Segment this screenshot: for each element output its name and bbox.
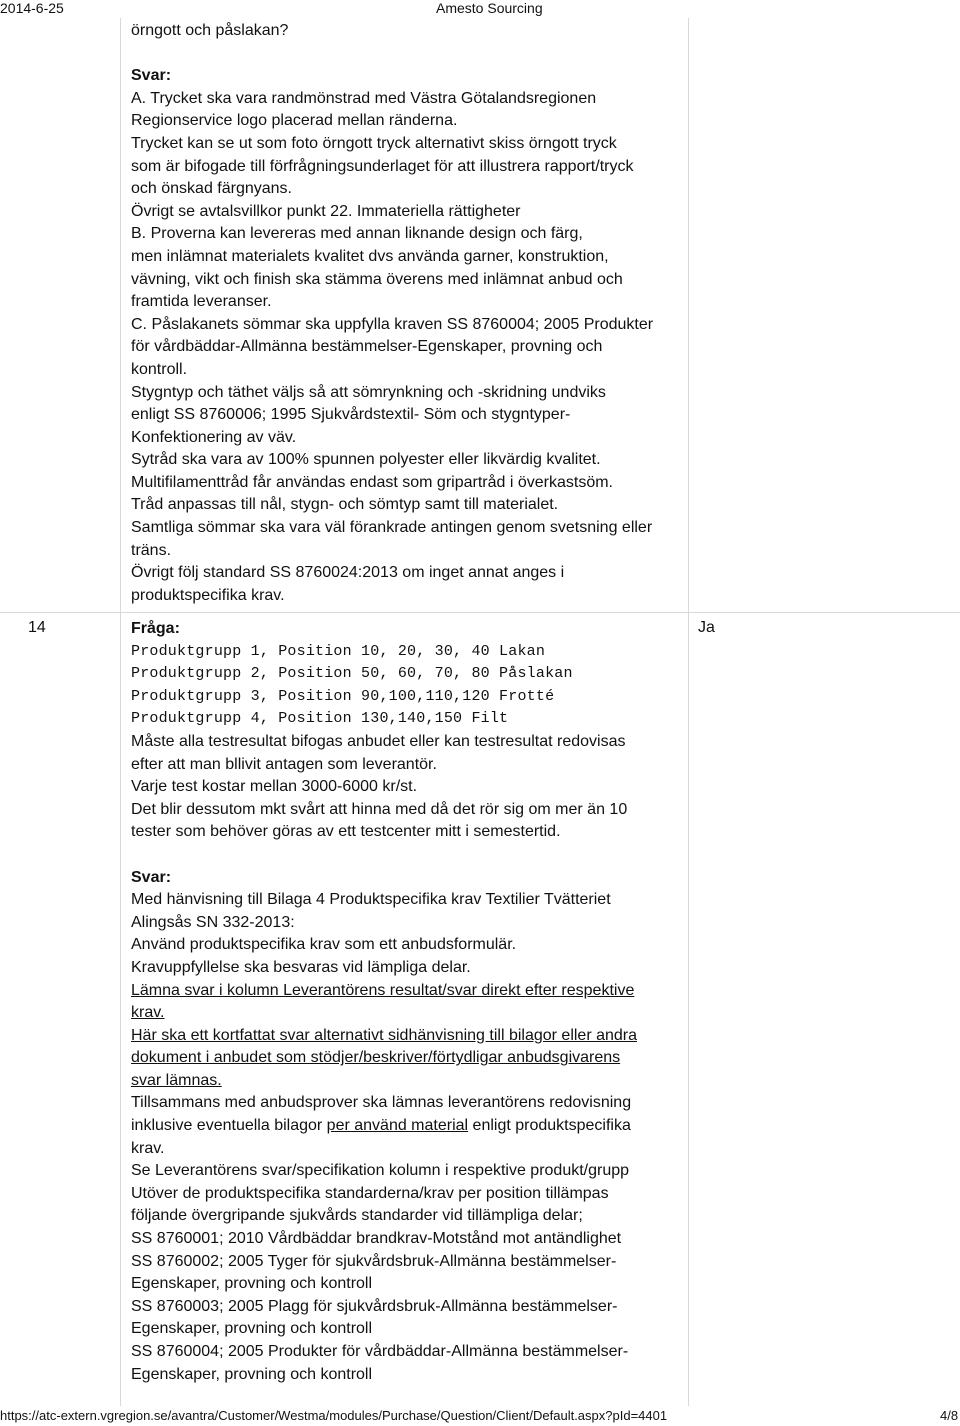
previous-answer-block	[131, 20, 687, 607]
underlined-answer-line[interactable]: dokument i anbudet som stödjer/beskriver/förtydligar anbudsgivarens	[131, 1049, 621, 1067]
svar-label-2: Svar:	[131, 868, 172, 886]
tillsammans-text: inklusive eventuella bilagor	[131, 1117, 327, 1135]
answer-line: Regionservice logo placerad mellan ränderna.	[131, 112, 458, 130]
answer-line: Använd produktspecifika krav som ett anbudsformulär.	[131, 936, 517, 954]
answer-text-part1	[131, 889, 687, 979]
standard-line: SS 8760002; 2005 Tyger för sjukvårdsbruk-Allmänna bestämmelser-	[131, 1252, 617, 1270]
tillsammans-line2	[131, 1115, 687, 1138]
product-group-line: Produktgrupp 1, Position 10, 20, 30, 40 Lakan	[131, 642, 546, 660]
answer-line: för vårdbäddar-Allmänna bestämmelser-Egenskaper, provning och	[131, 338, 603, 356]
product-group-line: Produktgrupp 3, Position 90,100,110,120 Frotté	[131, 687, 555, 705]
standard-line: SS 8760001; 2010 Vårdbäddar brandkrav-Motstånd mot antändlighet	[131, 1230, 622, 1248]
tillsammans-line3: krav.	[131, 1139, 165, 1157]
answer-line: kontroll.	[131, 360, 188, 378]
answer-line: men inlämnat materialets kvalitet dvs använda garner, konstruktion,	[131, 247, 609, 265]
answer-line: Övrigt följ standard SS 8760024:2013 om inget annat anges i	[131, 564, 565, 582]
answer-line: C. Påslakanets sömmar ska uppfylla kraven SS 8760004; 2005 Produkter	[131, 315, 654, 333]
question-line: Varje test kostar mellan 3000-6000 kr/st.	[131, 778, 418, 796]
question-line: Det blir dessutom mkt svårt att hinna med då det rör sig om mer än 10	[131, 800, 628, 818]
question-line: efter att man bllivit antagen som leverantör.	[131, 755, 437, 773]
column-divider-right	[688, 18, 689, 1406]
product-group-list	[131, 641, 687, 731]
standard-line: Egenskaper, provning och kontroll	[131, 1275, 373, 1293]
per-anvand-material-link[interactable]: per använd material	[326, 1117, 469, 1135]
product-group-line: Produktgrupp 4, Position 130,140,150 Filt	[131, 710, 509, 728]
fraga-label: Fråga:	[131, 620, 180, 637]
answer-text	[131, 88, 687, 608]
question-tail: örngott och påslakan?	[131, 22, 289, 39]
answer-line: produktspecifika krav.	[131, 586, 285, 604]
answer-line: Konfektionering av väv.	[131, 428, 297, 446]
answer-line: enligt SS 8760006; 1995 Sjukvårdstextil- Söm och stygntyper-	[131, 406, 571, 424]
standard-line: Utöver de produktspecifika standarderna/krav per position tillämpas	[131, 1184, 609, 1202]
question-text	[131, 731, 687, 844]
answer-text-part2	[131, 1160, 687, 1386]
standard-line: Egenskaper, provning och kontroll	[131, 1320, 373, 1338]
underlined-answer-line[interactable]: Lämna svar i kolumn Leverantörens resultat/svar direkt efter respektive	[131, 981, 635, 999]
print-date: 2014-6-25	[0, 0, 64, 16]
tillsammans-text-after: enligt produktspecifika	[468, 1117, 631, 1135]
answer-line: Samtliga sömmar ska vara väl förankrade antingen genom svetsning eller	[131, 519, 653, 537]
answer-line: Sytråd ska vara av 100% spunnen polyester eller likvärdig kvalitet.	[131, 451, 601, 469]
underlined-answer-line[interactable]: krav.	[131, 1004, 165, 1022]
svar-label: Svar:	[131, 67, 172, 85]
footer-url: https://atc-extern.vgregion.se/avantra/Customer/Westma/modules/Purchase/Question/Client/Default.aspx?pId=4401	[0, 1408, 668, 1423]
standard-line: SS 8760004; 2005 Produkter för vårdbäddar-Allmänna bestämmelser-	[131, 1343, 629, 1360]
question-block	[131, 618, 687, 1386]
underlined-answer-line[interactable]: svar lämnas.	[131, 1071, 222, 1089]
answer-underlined-instructions	[131, 980, 687, 1093]
answer-line: Multifilamenttråd får användas endast som gripartråd i överkastsöm.	[131, 473, 613, 491]
answer-line: Tråd anpassas till nål, stygn- och sömtyp samt till materialet.	[131, 496, 559, 514]
question-number: 14	[28, 619, 46, 636]
answer-line: Med hänvisning till Bilaga 4 Produktspecifika krav Textilier Tvätteriet	[131, 891, 611, 909]
row-divider	[0, 612, 960, 613]
answer-line: Kravuppfyllelse ska besvaras vid lämpliga delar.	[131, 958, 471, 976]
answer-line: Stygntyp och täthet väljs så att sömrynkning och -skridning undviks	[131, 383, 606, 401]
standard-line: Se Leverantörens svar/specifikation kolumn i respektive produkt/grupp	[131, 1162, 630, 1180]
answer-line: Övrigt se avtalsvillkor punkt 22. Immateriella rättigheter	[131, 202, 521, 220]
product-group-line: Produktgrupp 2, Position 50, 60, 70, 80 Påslakan	[131, 665, 573, 683]
answer-line: vävning, vikt och finish ska stämma överens med inlämnat anbud och	[131, 270, 623, 288]
underlined-answer-line[interactable]: Här ska ett kortfattat svar alternativt sidhänvisning till bilagor eller andra	[131, 1026, 638, 1044]
standard-line: följande övergripande sjukvårds standarder vid tillämpliga delar;	[131, 1207, 583, 1225]
answer-line: A. Trycket ska vara randmönstrad med Västra Götalandsregionen	[131, 89, 597, 107]
answer-line: Trycket kan se ut som foto örngott tryck alternativt skiss örngott tryck	[131, 134, 617, 152]
answer-line: B. Proverna kan levereras med annan liknande design och färg,	[131, 225, 583, 243]
question-line: Måste alla testresultat bifogas anbudet eller kan testresultat redovisas	[131, 732, 626, 750]
page-title: Amesto Sourcing	[436, 0, 543, 16]
answer-flag: Ja	[698, 619, 715, 636]
standard-line: Egenskaper, provning och kontroll	[131, 1365, 373, 1383]
standard-line: SS 8760003; 2005 Plagg för sjukvårdsbruk-Allmänna bestämmelser-	[131, 1297, 618, 1315]
tillsammans-line1: Tillsammans med anbudsprover ska lämnas leverantörens redovisning	[131, 1094, 632, 1112]
question-line: tester som behöver göras av ett testcenter mitt i semestertid.	[131, 823, 561, 841]
answer-line: och önskad färgnyans.	[131, 180, 292, 198]
answer-line: Alingsås SN 332-2013:	[131, 913, 295, 931]
column-divider-left	[120, 18, 121, 1406]
answer-line: framtida leveranser.	[131, 293, 272, 311]
answer-line: som är bifogade till förfrågningsunderlaget för att illustrera rapport/tryck	[131, 157, 634, 175]
answer-line: träns.	[131, 541, 172, 559]
page-number: 4/8	[940, 1408, 959, 1423]
